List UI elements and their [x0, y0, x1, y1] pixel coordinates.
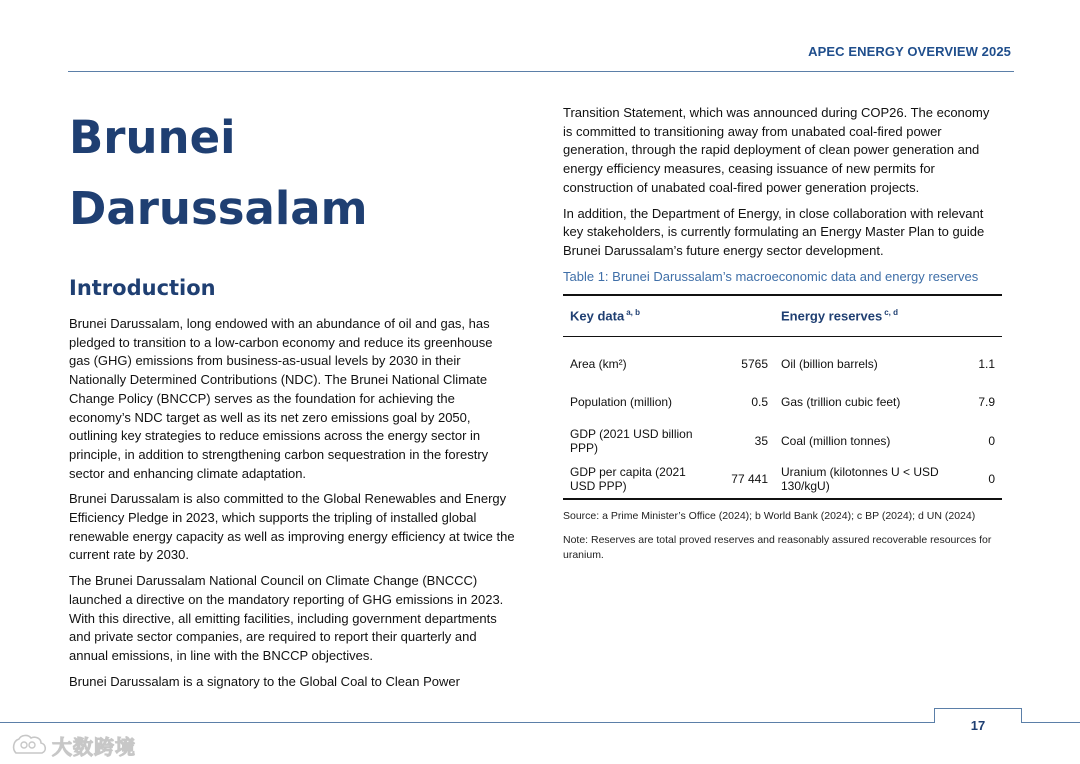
- section-heading-introduction: Introduction: [69, 276, 216, 300]
- table-row: [563, 336, 1002, 382]
- table-header-energy-reserves: Energy reserves $^{c, d}$: [781, 308, 898, 324]
- watermark-logo-icon: [10, 733, 48, 759]
- table-source: Source: a Prime Minister’s Office (2024); b World Bank (2024); c BP (2024); d UN (2024): [563, 510, 976, 523]
- reserve-value: 0: [988, 433, 995, 448]
- right-column: [563, 104, 1002, 564]
- key-data-value: 5765: [741, 356, 768, 371]
- key-data-label: GDP (2021 USD billion PPP): [570, 426, 693, 455]
- table-header-key-data: Key data $^{a, b}$: [570, 308, 640, 324]
- intro-paragraph: Brunei Darussalam is a signatory to the Global Coal to Clean Power: [69, 673, 460, 689]
- footer-divider: [0, 722, 934, 723]
- right-paragraph: Transition Statement, which was announced during COP26. The economy is committed to transitioning away from unabated coal-fired power generation, through the rapid deployment of clean power generation and energy efficiency measures, ceasing issuance of new permits for construction of unabated coal-fired power generation projects.: [563, 105, 990, 195]
- reserve-value: 1.1: [978, 356, 995, 371]
- reserve-label: Oil (billion barrels): [781, 356, 878, 371]
- table-note: Note: Reserves are total proved reserves and reasonably assured recoverable resources for uranium.: [563, 533, 992, 562]
- running-header: APEC ENERGY OVERVIEW 2025: [808, 44, 1011, 59]
- right-paragraph: In addition, the Department of Energy, in close collaboration with relevant key stakeholders, is currently formulating an Energy Master Plan to guide Brunei Darussalam’s future energy sector development.: [563, 205, 985, 258]
- page-title-line-2: Darussalam: [69, 182, 368, 235]
- watermark-text: 大数跨境: [52, 735, 136, 759]
- key-data-value: 35: [754, 433, 768, 448]
- footnote-ref: a, b: [626, 308, 640, 318]
- footer-divider: [1021, 722, 1080, 723]
- key-data-value: 77 441: [731, 472, 768, 487]
- page-title: [69, 112, 368, 234]
- key-data-value: 0.5: [751, 394, 768, 409]
- macroeconomic-table: [563, 294, 1002, 500]
- footnote-ref: c, d: [884, 308, 898, 318]
- intro-paragraph: Brunei Darussalam is also committed to the Global Renewables and Energy Efficiency Pledge in 2023, which supports the tripling of installed global renewable energy capacity as well as improving energy efficiency at twice the current rate by 2030.: [69, 491, 515, 563]
- key-data-label: GDP per capita (2021 USD PPP): [570, 465, 686, 494]
- table-header-row: [563, 295, 1002, 336]
- page-title-line-1: Brunei: [69, 111, 236, 164]
- reserve-value: 0: [988, 472, 995, 487]
- header-divider: [68, 71, 1014, 72]
- left-column: [69, 315, 517, 698]
- reserve-label: Gas (trillion cubic feet): [781, 394, 901, 409]
- watermark: [10, 731, 136, 760]
- intro-paragraph: The Brunei Darussalam National Council on Climate Change (BNCCC) launched a directive on the mandatory reporting of GHG emissions in 2023. With this directive, all emitting facilities, including government departments and private sector companies, are required to report their quarterly and annual emissions, in line with the BNCCP objectives.: [69, 573, 504, 663]
- key-data-label: Area (km²): [570, 356, 627, 371]
- table-row: [563, 460, 1002, 499]
- reserve-value: 7.9: [978, 394, 995, 409]
- table-row: [563, 382, 1002, 421]
- key-data-label: Population (million): [570, 394, 673, 409]
- table-row: [563, 421, 1002, 460]
- table-caption: Table 1: Brunei Darussalam’s macroeconomic data and energy reserves: [563, 268, 979, 284]
- reserve-label: Coal (million tonnes): [781, 433, 891, 448]
- page-number: 17: [970, 718, 986, 733]
- intro-paragraph: Brunei Darussalam, long endowed with an abundance of oil and gas, has pledged to transition to a low-carbon economy and reduce its greenhouse gas (GHG) emissions from business-as-usual levels by 2030 in their Nationally Determined Contributions (NDC). The Brunei National Climate Change Policy (BNCCP) serves as the foundation for achieving the economy’s NDC target as well as its net zero emissions goal by 2050, outlining key strategies to reduce emissions across the energy sector in principle, in addition to strengthening carbon sequestration in the forestry sector and enhancing climate adaptation.: [69, 316, 493, 481]
- reserve-label: Uranium (kilotonnes U < USD 130/kgU): [781, 465, 939, 494]
